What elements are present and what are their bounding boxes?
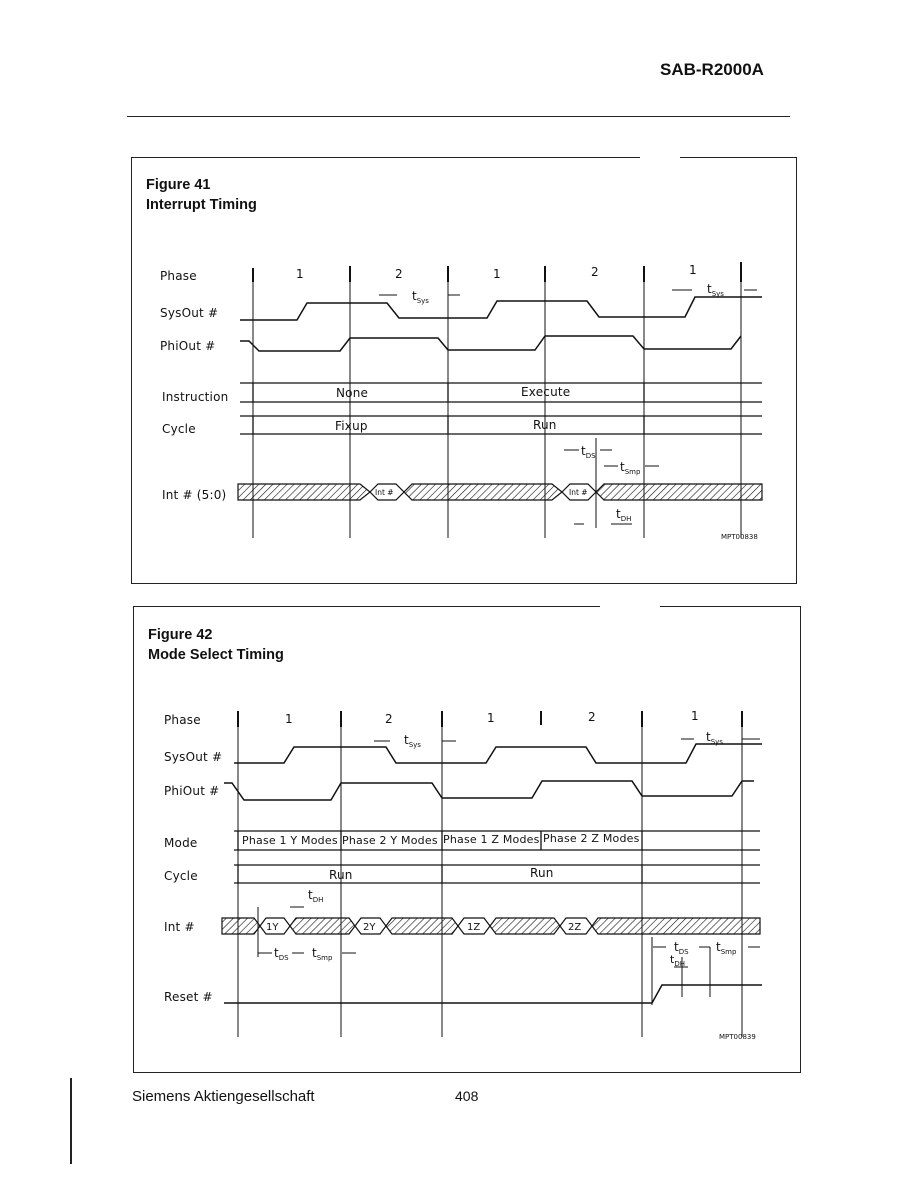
signal-cycle: Cycle [164, 869, 198, 883]
tds-label: $t_{DS}$ [274, 946, 289, 962]
tsys-label-2: $t_{Sys}$ [706, 730, 723, 746]
tdh-label-2: $t_{DH}$ [670, 953, 685, 968]
phase-label: 1 [493, 267, 501, 281]
phase-label: 1 [691, 709, 699, 723]
signal-mode: Mode [164, 836, 198, 850]
cycle-value: Run [530, 866, 554, 880]
phase-gridlines [238, 711, 742, 1037]
tsys-label-1: $t_{Sys}$ [404, 733, 421, 749]
int-bus-label-1: Int # [375, 488, 394, 497]
mode-value: Phase 1 Z Modes [443, 833, 540, 846]
tsys-label-1: $t_{Sys}$ [412, 289, 429, 305]
signal-phiout: PhiOut # [160, 339, 216, 353]
figure-41-diagram [132, 158, 796, 583]
instruction-value: None [336, 386, 369, 400]
signal-cycle: Cycle [162, 422, 196, 436]
phase-label: 1 [285, 712, 293, 726]
margin-bar [70, 1078, 72, 1164]
phase-label: 2 [591, 265, 599, 279]
instruction-bus [240, 383, 762, 402]
cycle-value: Run [533, 418, 557, 432]
cycle-bus [234, 865, 760, 883]
int-bus [222, 918, 760, 934]
phiout-waveform [224, 781, 754, 800]
figure-42-caption: MPT00839 [719, 1033, 756, 1041]
tdh-label: $t_{DH}$ [308, 888, 324, 904]
tds-label: $t_{DS}$ [581, 444, 596, 460]
signal-sysout: SysOut # [164, 750, 223, 764]
footer-company: Siemens Aktiengesellschaft [132, 1088, 315, 1105]
figure-42-title: Mode Select Timing [148, 647, 284, 663]
int-bus-label-2y: 2Y [363, 922, 376, 933]
figure-41-number: Figure 41 [146, 177, 211, 193]
mode-value: Phase 1 Y Modes [242, 834, 338, 847]
cycle-value: Run [329, 868, 353, 882]
box-gap [600, 600, 660, 609]
tdh-label: $t_{DH}$ [616, 507, 632, 523]
cycle-value: Fixup [335, 419, 368, 433]
tsmp-label: $t_{Smp}$ [620, 460, 641, 476]
int-bus-label-2: Int # [569, 488, 588, 497]
phase-label: 2 [385, 712, 393, 726]
phiout-waveform [240, 336, 741, 351]
page-number: 408 [455, 1088, 479, 1104]
phase-label: 1 [689, 263, 697, 277]
tsmp-label-2: $t_{Smp}$ [716, 940, 737, 956]
signal-phiout: PhiOut # [164, 784, 220, 798]
int-bus-label-1z: 1Z [467, 922, 481, 933]
mode-value: Phase 2 Z Modes [543, 832, 640, 845]
box-gap [640, 152, 680, 160]
signal-phase: Phase [164, 713, 201, 727]
int-bus [238, 484, 762, 500]
figure-42-box [133, 606, 801, 1073]
reset-waveform [224, 985, 762, 1003]
figure-42-number: Figure 42 [148, 627, 213, 643]
phase-label: 2 [395, 267, 403, 281]
signal-int: Int # [164, 920, 195, 934]
figure-41-title: Interrupt Timing [146, 197, 257, 213]
tsys-label-2: $t_{Sys}$ [707, 282, 724, 298]
phase-label: 1 [487, 711, 495, 725]
int-bus-label-2z: 2Z [568, 922, 582, 933]
signal-sysout: SysOut # [160, 306, 219, 320]
sysout-waveform [234, 744, 762, 763]
figure-41-caption: MPT00838 [721, 533, 758, 541]
mode-value: Phase 2 Y Modes [342, 834, 438, 847]
cycle-bus [240, 416, 762, 434]
int-bus-label-1y: 1Y [266, 922, 279, 933]
tds-label-2: $t_{DS}$ [674, 940, 689, 956]
phase-label: 1 [296, 267, 304, 281]
tsmp-label: $t_{Smp}$ [312, 946, 333, 962]
signal-phase: Phase [160, 269, 197, 283]
header-rule [127, 116, 790, 117]
instruction-value: Execute [521, 385, 571, 399]
signal-instruction: Instruction [162, 390, 229, 404]
signal-reset: Reset # [164, 990, 213, 1004]
phase-label: 2 [588, 710, 596, 724]
sysout-waveform [240, 297, 762, 320]
figure-41-box [131, 157, 797, 584]
signal-int: Int # (5:0) [162, 488, 227, 502]
document-code: SAB-R2000A [660, 60, 764, 79]
